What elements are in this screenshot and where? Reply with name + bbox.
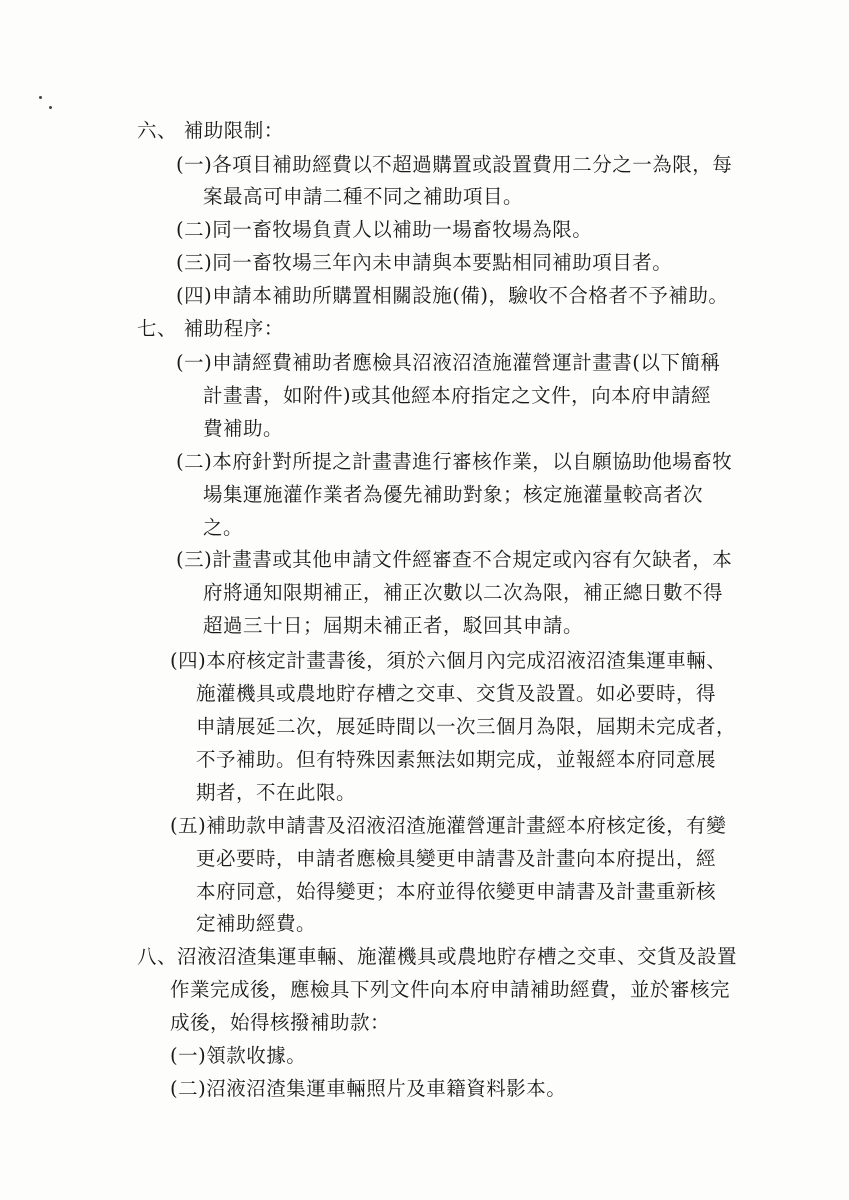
s8-item2: (二)沼液沼渣集運車輛照片及車籍資料影本。 [170,1077,567,1100]
section-8-line3: 成後，始得核撥補助款： [170,1011,391,1034]
s7-item1-line2: 計畫書，如附件)或其他經本府指定之文件，向本府申請經 [203,384,712,407]
s6-item2-line1: (二)同一畜牧場負責人以補助一場畜牧場為限。 [176,218,593,241]
s6-item3-line1: (三)同一畜牧場三年內未申請與本要點相同補助項目者。 [176,251,673,274]
s7-item2-line2: 場集運施灌作業者為優先補助對象；核定施灌量較高者次 [203,483,704,506]
section-6-heading: 六、 補助限制： [137,119,284,142]
s7-item3-line2: 府將通知限期補正，補正次數以二次為限，補正總日數不得 [203,581,724,604]
scan-speck [39,96,42,99]
s7-item4-line5: 期者，不在此限。 [196,781,357,804]
s7-item5-line4: 定補助經費。 [196,912,317,935]
s7-item4-line4: 不予補助。但有特殊因素無法如期完成，並報經本府同意展 [196,748,717,771]
section-8-line1: 八、沼液沼渣集運車輛、施灌機具或農地貯存槽之交車、交貨及設置 [137,945,738,968]
s7-item4-line2: 施灌機具或農地貯存槽之交車、交貨及設置。如必要時，得 [196,682,717,705]
s7-item2-line1: (二)本府針對所提之計畫書進行審核作業，以自願協助他場畜牧 [176,450,733,473]
section-7-heading: 七、 補助程序： [137,317,284,340]
s7-item5-line3: 本府同意，始得變更；本府並得依變更申請書及計畫重新核 [196,880,717,903]
s7-item4-line1: (四)本府核定計畫書後，須於六個月內完成沼液沼渣集運車輛、 [170,649,727,672]
s6-item4-line1: (四)申請本補助所購置相關設施(備)，驗收不合格者不予補助。 [176,284,729,307]
s7-item2-line3: 之。 [203,516,244,539]
scan-speck [49,106,52,109]
s7-item3-line3: 超過三十日；屆期未補正者，駁回其申請。 [203,614,584,637]
s7-item1-line3: 費補助。 [203,417,284,440]
s6-item1-line2: 案最高可申請二種不同之補助項目。 [203,185,524,208]
s7-item5-line2: 更必要時，申請者應檢具變更申請書及計畫向本府提出，經 [196,847,717,870]
s6-item1-line1: (一)各項目補助經費以不超過購置或設置費用二分之一為限，每 [176,153,733,176]
s7-item4-line3: 申請展延二次，展延時間以一次三個月為限，屆期未完成者， [196,715,737,738]
s7-item3-line1: (三)計畫書或其他申請文件經審查不合規定或內容有欠缺者，本 [176,548,733,571]
s7-item1-line1: (一)申請經費補助者應檢具沼液沼渣施灌營運計畫書(以下簡稱 [176,351,721,374]
section-8-line2: 作業完成後，應檢具下列文件向本府申請補助經費，並於審核完 [170,978,731,1001]
s7-item5-line1: (五)補助款申請書及沼液沼渣施灌營運計畫經本府核定後，有變 [170,814,727,837]
s8-item1: (一)領款收據。 [170,1044,307,1067]
